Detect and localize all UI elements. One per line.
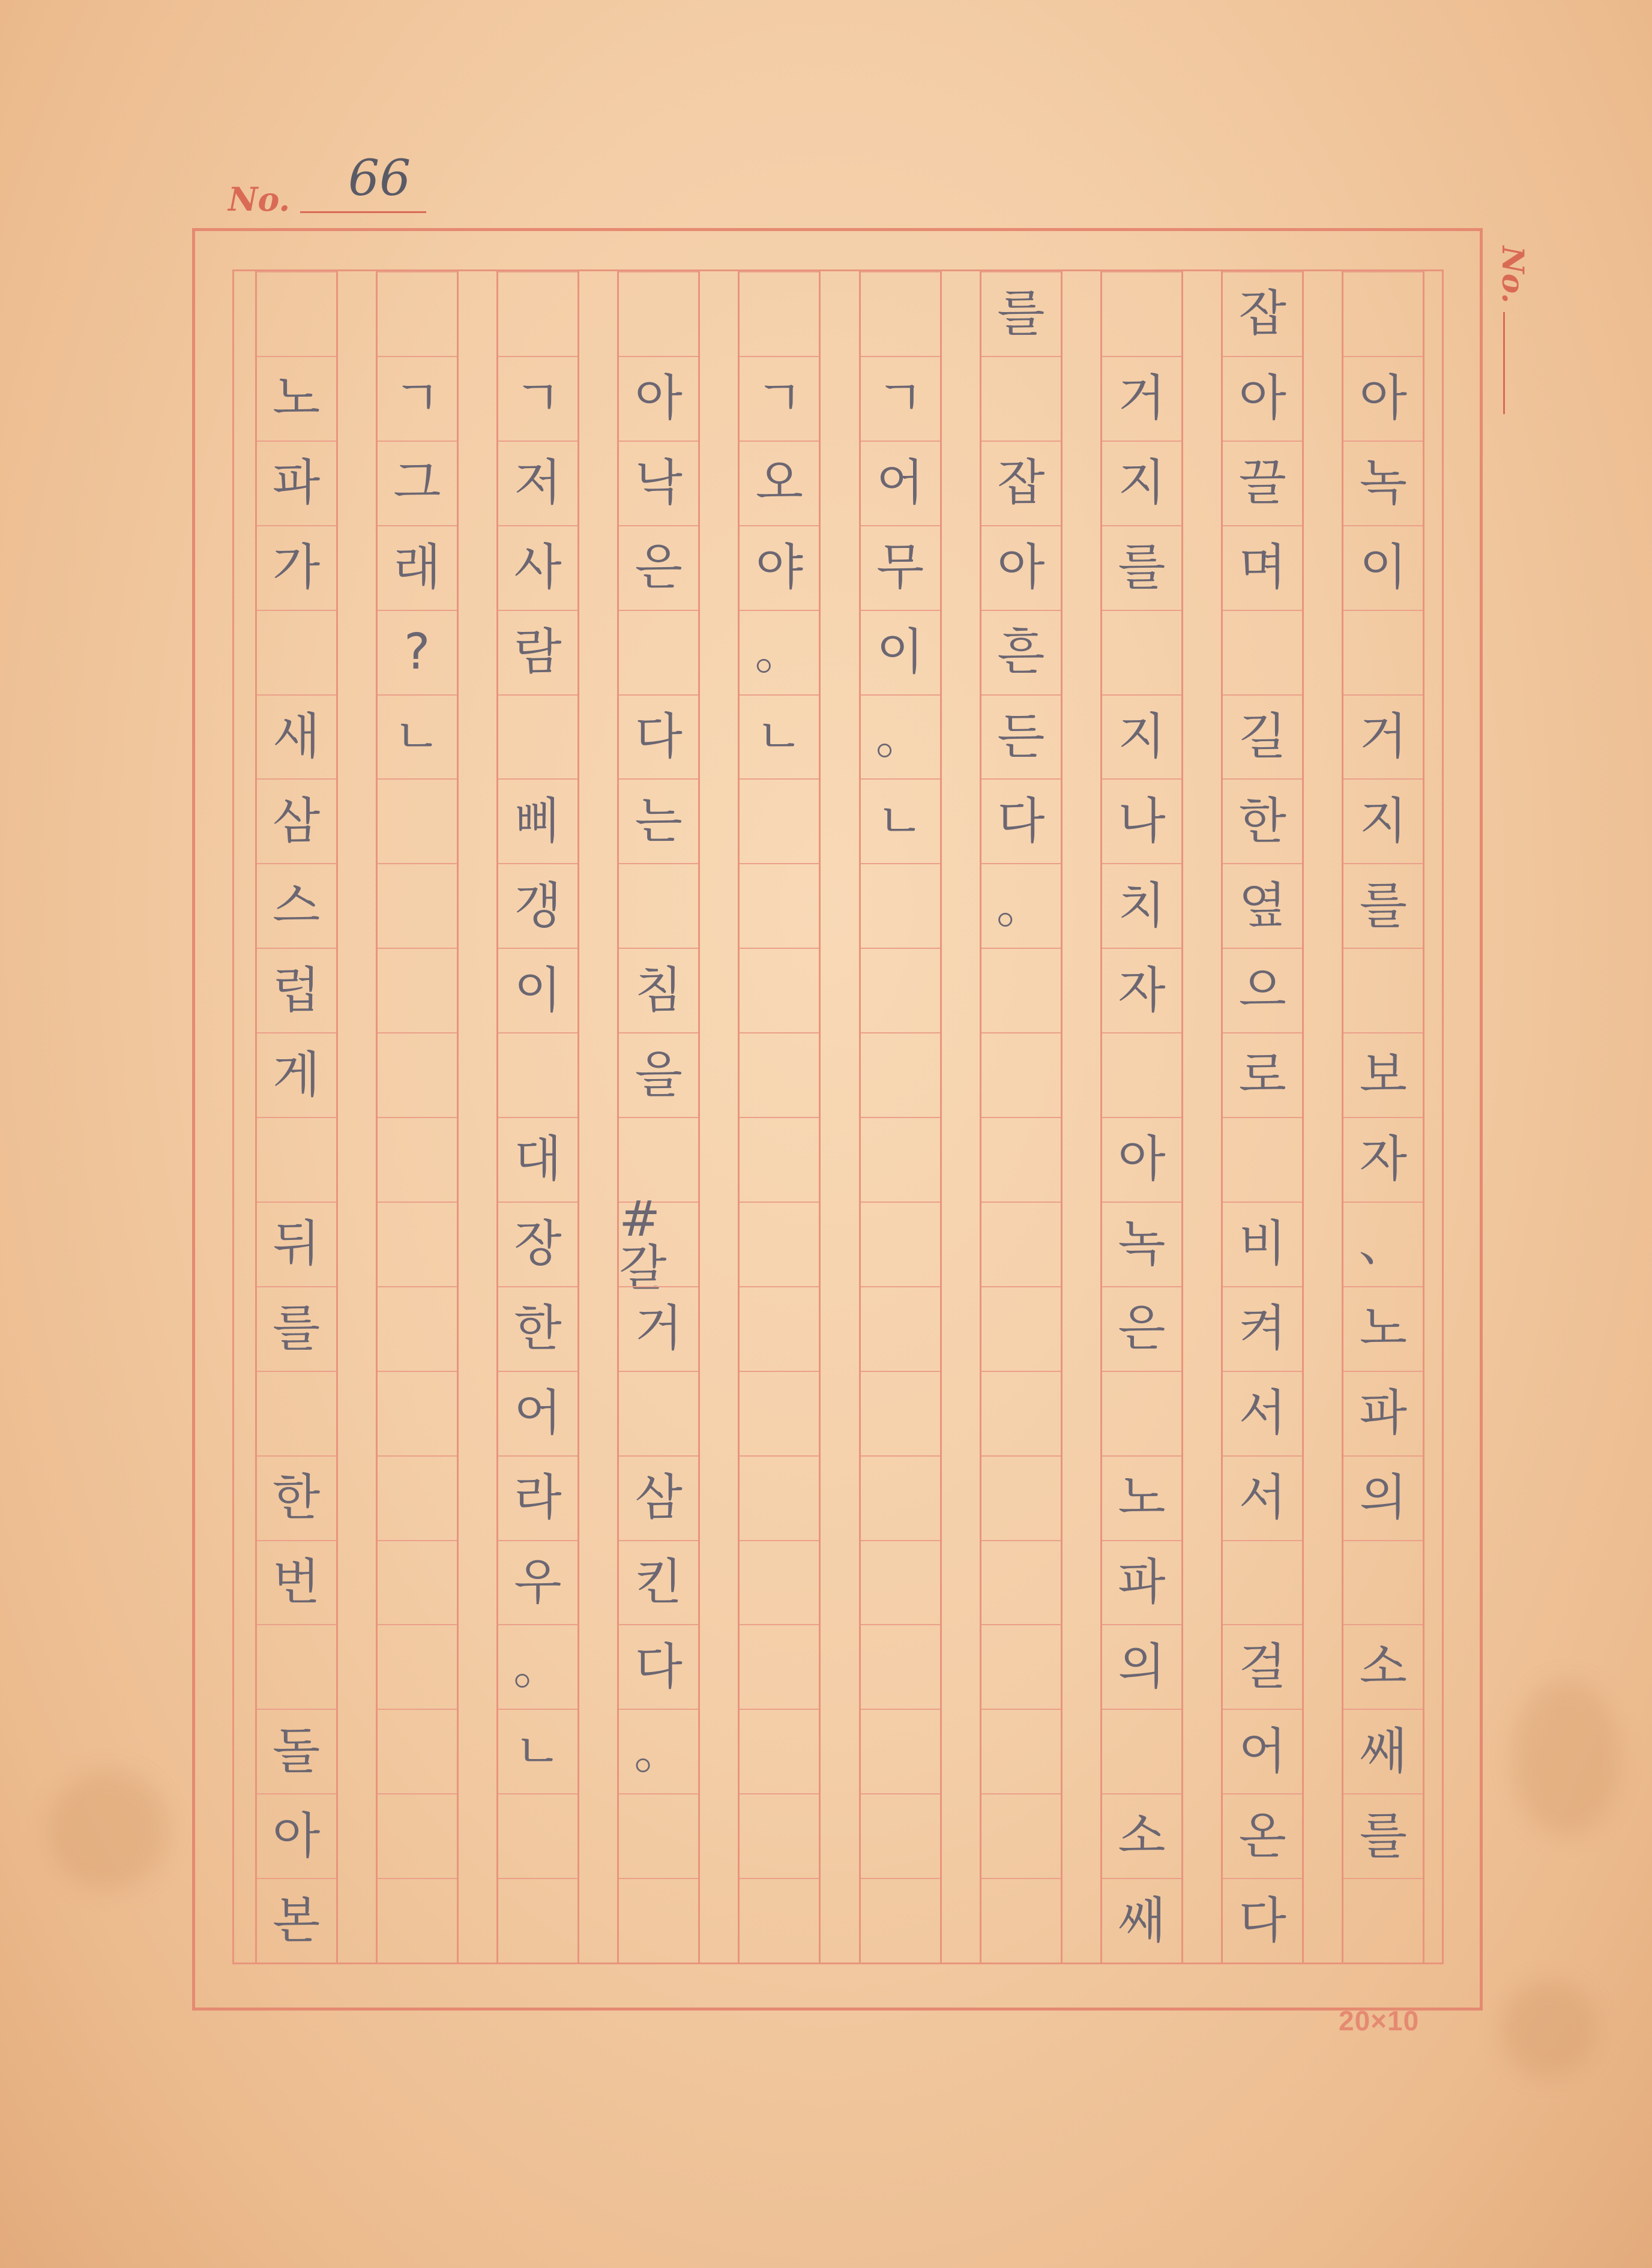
manuscript-cell: 이 bbox=[1343, 525, 1423, 610]
manuscript-cell: 끌 bbox=[1223, 441, 1302, 525]
manuscript-cell bbox=[861, 1624, 940, 1709]
manuscript-cell bbox=[740, 1202, 819, 1286]
manuscript-cell: 잡 bbox=[1223, 271, 1302, 356]
page-number bbox=[228, 138, 426, 216]
manuscript-cell: 킨 bbox=[619, 1540, 698, 1625]
manuscript-cell: 흔 bbox=[981, 610, 1061, 694]
manuscript-cell: 쌔 bbox=[1102, 1878, 1181, 1963]
manuscript-cell: 로 bbox=[1223, 1032, 1302, 1117]
manuscript-cell: 으 bbox=[1223, 948, 1302, 1032]
manuscript-cell: 다 bbox=[619, 1624, 698, 1709]
manuscript-cell: 치 bbox=[1102, 863, 1181, 948]
manuscript-cell: 럽 bbox=[257, 948, 336, 1032]
manuscript-cell: 를 bbox=[1343, 863, 1423, 948]
manuscript-cell: 노 bbox=[1343, 1286, 1423, 1371]
manuscript-cell bbox=[498, 271, 577, 356]
manuscript-cell: 침 bbox=[619, 948, 698, 1032]
manuscript-cell: 온 bbox=[1223, 1793, 1302, 1878]
manuscript-cell: 갱 bbox=[498, 863, 577, 948]
manuscript-cell: 뒤 bbox=[257, 1202, 336, 1286]
manuscript-cell: 길 bbox=[1223, 694, 1302, 779]
manuscript-cell: 。 bbox=[498, 1624, 577, 1709]
manuscript-cell: 자 bbox=[1343, 1117, 1423, 1202]
manuscript-cell bbox=[619, 1371, 698, 1455]
manuscript-cell: ㄱ bbox=[378, 356, 457, 441]
manuscript-cell: 파 bbox=[1102, 1540, 1181, 1625]
page-number-underline bbox=[300, 211, 426, 213]
manuscript-cell: 은 bbox=[619, 525, 698, 610]
manuscript-cell bbox=[861, 948, 940, 1032]
manuscript-cell: 켜 bbox=[1223, 1286, 1302, 1371]
manuscript-cell: 며 bbox=[1223, 525, 1302, 610]
manuscript-cell bbox=[861, 1793, 940, 1878]
manuscript-cell bbox=[378, 1455, 457, 1540]
manuscript-cell: 소 bbox=[1102, 1793, 1181, 1878]
manuscript-cell: 돌 bbox=[257, 1709, 336, 1793]
manuscript-cell: 거 bbox=[1102, 356, 1181, 441]
manuscript-cell bbox=[981, 356, 1061, 441]
manuscript-cell bbox=[498, 1878, 577, 1963]
manuscript-cell: 번 bbox=[257, 1540, 336, 1625]
manuscript-cell: 잡 bbox=[981, 441, 1061, 525]
manuscript-cell: 스 bbox=[257, 863, 336, 948]
manuscript-cell: 를 bbox=[257, 1286, 336, 1371]
manuscript-cell bbox=[861, 1878, 940, 1963]
manuscript-cell bbox=[740, 1709, 819, 1793]
manuscript-cell bbox=[378, 948, 457, 1032]
manuscript-cell: 녹 bbox=[1102, 1202, 1181, 1286]
manuscript-cell: 이 bbox=[861, 610, 940, 694]
manuscript-cell: 지 bbox=[1102, 694, 1181, 779]
manuscript-cell bbox=[740, 1371, 819, 1455]
manuscript-cell: 한 bbox=[1223, 778, 1302, 863]
manuscript-cell: 자 bbox=[1102, 948, 1181, 1032]
manuscript-cell: 。 bbox=[861, 694, 940, 779]
manuscript-cell: 오 bbox=[740, 441, 819, 525]
manuscript-cell bbox=[861, 863, 940, 948]
manuscript-cell: 쌔 bbox=[1343, 1709, 1423, 1793]
manuscript-cell: ㄴ bbox=[498, 1709, 577, 1793]
manuscript-cell: 새 bbox=[257, 694, 336, 779]
manuscript-cell bbox=[740, 1540, 819, 1625]
manuscript-cell bbox=[619, 1878, 698, 1963]
manuscript-cell bbox=[981, 1793, 1061, 1878]
manuscript-cell: 다 bbox=[619, 694, 698, 779]
manuscript-cell bbox=[1343, 271, 1423, 356]
manuscript-cell bbox=[981, 948, 1061, 1032]
manuscript-cell: 아 bbox=[1102, 1117, 1181, 1202]
manuscript-cell: 어 bbox=[861, 441, 940, 525]
manuscript-cell bbox=[619, 1793, 698, 1878]
manuscript-cell: 아 bbox=[257, 1793, 336, 1878]
manuscript-cell: 삐 bbox=[498, 778, 577, 863]
manuscript-cell: 저 bbox=[498, 441, 577, 525]
manuscript-cell bbox=[1343, 610, 1423, 694]
manuscript-cell: 을 bbox=[619, 1032, 698, 1117]
manuscript-grid bbox=[232, 269, 1444, 1964]
manuscript-cell bbox=[1343, 1878, 1423, 1963]
manuscript-cell: 를 bbox=[1102, 525, 1181, 610]
paper-stain bbox=[1501, 1981, 1597, 2077]
manuscript-cell: 삼 bbox=[257, 778, 336, 863]
manuscript-cell bbox=[981, 1202, 1061, 1286]
manuscript-column bbox=[376, 271, 459, 1963]
manuscript-column bbox=[738, 271, 821, 1963]
manuscript-cell bbox=[861, 1117, 940, 1202]
manuscript-cell: ㄴ bbox=[378, 694, 457, 779]
manuscript-cell: 파 bbox=[1343, 1371, 1423, 1455]
manuscript-cell bbox=[981, 1878, 1061, 1963]
manuscript-cell: 다 bbox=[981, 778, 1061, 863]
manuscript-cell bbox=[378, 863, 457, 948]
manuscript-cell: 우 bbox=[498, 1540, 577, 1625]
manuscript-cell: ㄱ bbox=[498, 356, 577, 441]
manuscript-cell: 사 bbox=[498, 525, 577, 610]
manuscript-cell: 게 bbox=[257, 1032, 336, 1117]
manuscript-cell: 노 bbox=[257, 356, 336, 441]
manuscript-cell bbox=[1102, 1032, 1181, 1117]
paper-stain bbox=[48, 1770, 168, 1891]
manuscript-cell: 지 bbox=[1102, 441, 1181, 525]
manuscript-cell bbox=[378, 778, 457, 863]
manuscript-cell bbox=[378, 1793, 457, 1878]
manuscript-cell bbox=[1223, 1117, 1302, 1202]
manuscript-cell bbox=[981, 1540, 1061, 1625]
manuscript-cell bbox=[861, 1455, 940, 1540]
manuscript-cell bbox=[378, 1709, 457, 1793]
manuscript-cell: 의 bbox=[1343, 1455, 1423, 1540]
manuscript-cell bbox=[1102, 610, 1181, 694]
manuscript-cell: 걸 bbox=[1223, 1624, 1302, 1709]
manuscript-cell bbox=[378, 1286, 457, 1371]
manuscript-cell bbox=[378, 1032, 457, 1117]
manuscript-cell: ㄴ bbox=[740, 694, 819, 779]
manuscript-cell: 은 bbox=[1102, 1286, 1181, 1371]
manuscript-cell: 보 bbox=[1343, 1032, 1423, 1117]
manuscript-cell: 를 bbox=[981, 271, 1061, 356]
manuscript-cell: 녹 bbox=[1343, 441, 1423, 525]
manuscript-cell: 어 bbox=[498, 1371, 577, 1455]
manuscript-cell bbox=[619, 863, 698, 948]
manuscript-cell bbox=[981, 1032, 1061, 1117]
page-number-label: No. bbox=[228, 180, 291, 218]
manuscript-cell: 의 bbox=[1102, 1624, 1181, 1709]
manuscript-cell: 、 bbox=[1343, 1202, 1423, 1286]
manuscript-cell: 래 bbox=[378, 525, 457, 610]
manuscript-cell bbox=[861, 1202, 940, 1286]
manuscript-cell: 든 bbox=[981, 694, 1061, 779]
manuscript-cell: 장 bbox=[498, 1202, 577, 1286]
manuscript-cell: 나 bbox=[1102, 778, 1181, 863]
manuscript-cell: 람 bbox=[498, 610, 577, 694]
manuscript-cell bbox=[498, 694, 577, 779]
manuscript-cell: ㄴ bbox=[861, 778, 940, 863]
manuscript-cell bbox=[740, 1117, 819, 1202]
manuscript-cell: 노 bbox=[1102, 1455, 1181, 1540]
manuscript-cell bbox=[378, 271, 457, 356]
manuscript-column bbox=[1221, 271, 1304, 1963]
manuscript-cell: 아 bbox=[1223, 356, 1302, 441]
manuscript-cell bbox=[378, 1371, 457, 1455]
manuscript-cell bbox=[619, 610, 698, 694]
manuscript-cell bbox=[740, 1878, 819, 1963]
manuscript-cell bbox=[740, 1455, 819, 1540]
manuscript-cell: 한 bbox=[257, 1455, 336, 1540]
manuscript-column bbox=[859, 271, 942, 1963]
manuscript-cell bbox=[740, 1286, 819, 1371]
side-number-line bbox=[1503, 312, 1505, 414]
manuscript-cell bbox=[861, 1371, 940, 1455]
manuscript-cell: 삼 bbox=[619, 1455, 698, 1540]
manuscript-cell bbox=[619, 271, 698, 356]
manuscript-cell: 거 bbox=[1343, 694, 1423, 779]
manuscript-cell bbox=[257, 610, 336, 694]
manuscript-cell bbox=[1102, 271, 1181, 356]
manuscript-cell bbox=[619, 1117, 698, 1202]
manuscript-cell: 파 bbox=[257, 441, 336, 525]
manuscript-cell: 가 bbox=[257, 525, 336, 610]
manuscript-cell: 야 bbox=[740, 525, 819, 610]
manuscript-cell: 를 bbox=[1343, 1793, 1423, 1878]
manuscript-cell bbox=[981, 1709, 1061, 1793]
manuscript-cell: 낙 bbox=[619, 441, 698, 525]
manuscript-cell: ㄱ bbox=[740, 356, 819, 441]
manuscript-cell bbox=[861, 1540, 940, 1625]
manuscript-cell bbox=[861, 1709, 940, 1793]
manuscript-cell bbox=[257, 1117, 336, 1202]
manuscript-cell: 아 bbox=[619, 356, 698, 441]
manuscript-cell bbox=[1223, 610, 1302, 694]
manuscript-column bbox=[617, 271, 700, 1963]
manuscript-cell bbox=[257, 1624, 336, 1709]
manuscript-cell bbox=[1102, 1709, 1181, 1793]
manuscript-cell: 옆 bbox=[1223, 863, 1302, 948]
manuscript-cell: 소 bbox=[1343, 1624, 1423, 1709]
manuscript-cell bbox=[257, 1371, 336, 1455]
manuscript-cell: 아 bbox=[1343, 356, 1423, 441]
manuscript-column bbox=[496, 271, 579, 1963]
manuscript-cell: 라 bbox=[498, 1455, 577, 1540]
paper-stain bbox=[1513, 1680, 1621, 1836]
manuscript-cell: 아 bbox=[981, 525, 1061, 610]
manuscript-cell bbox=[861, 1032, 940, 1117]
manuscript-column bbox=[255, 271, 338, 1963]
manuscript-cell: ? bbox=[378, 610, 457, 694]
manuscript-cell: 거 bbox=[619, 1286, 698, 1371]
manuscript-cell bbox=[740, 863, 819, 948]
manuscript-cell bbox=[981, 1371, 1061, 1455]
manuscript-cell bbox=[740, 1793, 819, 1878]
manuscript-cell bbox=[740, 1032, 819, 1117]
manuscript-cell bbox=[861, 271, 940, 356]
manuscript-cell: 본 bbox=[257, 1878, 336, 1963]
manuscript-cell bbox=[498, 1032, 577, 1117]
manuscript-cell: 대 bbox=[498, 1117, 577, 1202]
manuscript-cell: 서 bbox=[1223, 1455, 1302, 1540]
manuscript-cell: #갈 bbox=[619, 1202, 698, 1286]
manuscript-cell: 비 bbox=[1223, 1202, 1302, 1286]
manuscript-cell bbox=[378, 1624, 457, 1709]
manuscript-column bbox=[980, 271, 1063, 1963]
manuscript-cell bbox=[740, 778, 819, 863]
manuscript-cell: 이 bbox=[498, 948, 577, 1032]
manuscript-cell: 서 bbox=[1223, 1371, 1302, 1455]
manuscript-cell: 한 bbox=[498, 1286, 577, 1371]
manuscript-cell: 。 bbox=[619, 1709, 698, 1793]
manuscript-cell bbox=[1343, 1540, 1423, 1625]
side-number-field bbox=[1495, 246, 1555, 426]
page-number-value: 66 bbox=[348, 150, 411, 207]
manuscript-cell bbox=[981, 1455, 1061, 1540]
manuscript-cell: 어 bbox=[1223, 1709, 1302, 1793]
manuscript-cell: ㄱ bbox=[861, 356, 940, 441]
manuscript-cell bbox=[378, 1117, 457, 1202]
manuscript-cell: 지 bbox=[1343, 778, 1423, 863]
manuscript-cell bbox=[498, 1793, 577, 1878]
manuscript-frame bbox=[192, 228, 1483, 2011]
manuscript-cell bbox=[257, 271, 336, 356]
manuscript-cell bbox=[378, 1878, 457, 1963]
manuscript-cell bbox=[981, 1286, 1061, 1371]
side-number-label: No. bbox=[1495, 246, 1531, 304]
manuscript-cell bbox=[1102, 1371, 1181, 1455]
manuscript-cell: 。 bbox=[740, 610, 819, 694]
manuscript-column bbox=[1100, 271, 1183, 1963]
manuscript-cell bbox=[378, 1540, 457, 1625]
manuscript-cell bbox=[740, 948, 819, 1032]
manuscript-cell bbox=[740, 1624, 819, 1709]
manuscript-cell bbox=[1223, 1540, 1302, 1625]
manuscript-column bbox=[1342, 271, 1424, 1963]
manuscript-cell: 그 bbox=[378, 441, 457, 525]
manuscript-cell: 는 bbox=[619, 778, 698, 863]
manuscript-cell: 다 bbox=[1223, 1878, 1302, 1963]
grid-size-stamp: 20×10 bbox=[1339, 2005, 1420, 2036]
manuscript-cell bbox=[981, 1117, 1061, 1202]
manuscript-cell: 。 bbox=[981, 863, 1061, 948]
manuscript-cell bbox=[981, 1624, 1061, 1709]
manuscript-cell bbox=[861, 1286, 940, 1371]
manuscript-cell: 무 bbox=[861, 525, 940, 610]
manuscript-cell bbox=[378, 1202, 457, 1286]
manuscript-cell bbox=[740, 271, 819, 356]
manuscript-cell bbox=[1343, 948, 1423, 1032]
